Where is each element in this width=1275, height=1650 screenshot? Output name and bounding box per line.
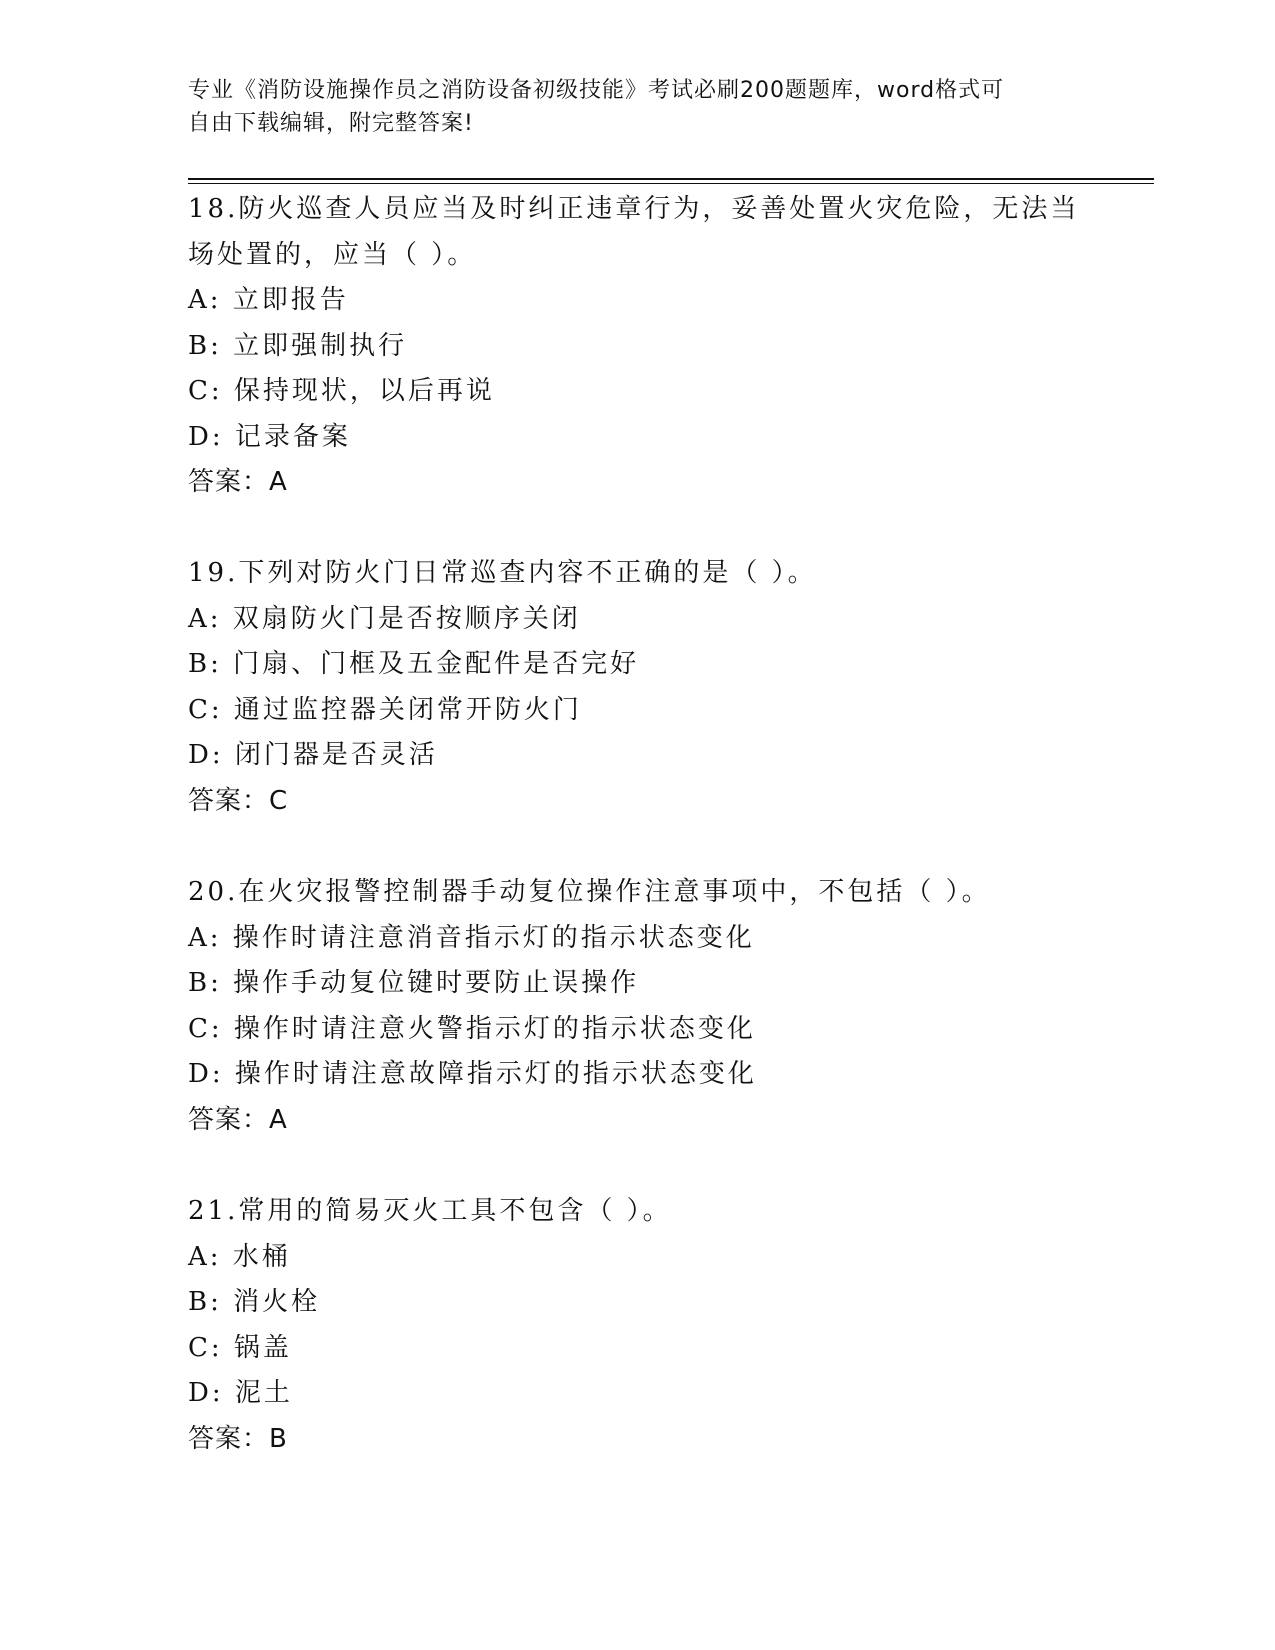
question-stem-line: 20.在火灾报警控制器手动复位操作注意事项中，不包括（ ）。 <box>188 877 991 907</box>
question-19 <box>188 551 1088 824</box>
header-divider-thin <box>188 183 1154 184</box>
document-header <box>188 74 1088 140</box>
option-c: C: 操作时请注意火警指示灯的指示状态变化 <box>188 1013 756 1044</box>
option-d: D: 闭门器是否灵活 <box>188 740 438 770</box>
option-b: B: 门扇、门框及五金配件是否完好 <box>188 649 640 679</box>
answer-line: 答案：A <box>188 1104 288 1135</box>
question-stem-line: 19.下列对防火门日常巡查内容不正确的是（ ）。 <box>188 558 817 588</box>
option-d: D: 泥土 <box>188 1378 293 1408</box>
answer-line: 答案：B <box>188 1423 288 1454</box>
option-c: C: 锅盖 <box>188 1332 292 1363</box>
option-a: A: 立即报告 <box>188 285 349 315</box>
question-stem-line: 21.常用的简易灭火工具不包含（ ）。 <box>188 1196 672 1226</box>
option-b: B: 操作手动复位键时要防止误操作 <box>188 968 640 998</box>
option-b: B: 消火栓 <box>188 1287 321 1317</box>
option-a: A: 双扇防火门是否按顺序关闭 <box>188 603 581 634</box>
option-c: C: 保持现状，以后再说 <box>188 376 495 406</box>
question-18 <box>188 187 1088 506</box>
question-20 <box>188 870 1088 1143</box>
option-d: D: 操作时请注意故障指示灯的指示状态变化 <box>188 1059 757 1089</box>
answer-line: 答案：C <box>188 785 289 816</box>
header-line-2: 自由下载编辑，附完整答案! <box>188 111 474 136</box>
question-stem-line: 场处置的，应当（ ）。 <box>188 239 477 270</box>
question-stem-line: 18.防火巡查人员应当及时纠正违章行为，妥善处置火灾危险，无法当 <box>188 194 1080 224</box>
option-d: D: 记录备案 <box>188 421 351 452</box>
header-divider-thick <box>188 178 1154 180</box>
option-a: A: 操作时请注意消音指示灯的指示状态变化 <box>188 922 755 953</box>
option-a: A: 水桶 <box>188 1241 291 1272</box>
question-21 <box>188 1189 1088 1462</box>
answer-line: 答案：A <box>188 467 288 497</box>
option-b: B: 立即强制执行 <box>188 330 408 361</box>
header-line-1: 专业《消防设施操作员之消防设备初级技能》考试必刷200题题库，word格式可 <box>188 78 1005 103</box>
option-c: C: 通过监控器关闭常开防火门 <box>188 694 582 725</box>
